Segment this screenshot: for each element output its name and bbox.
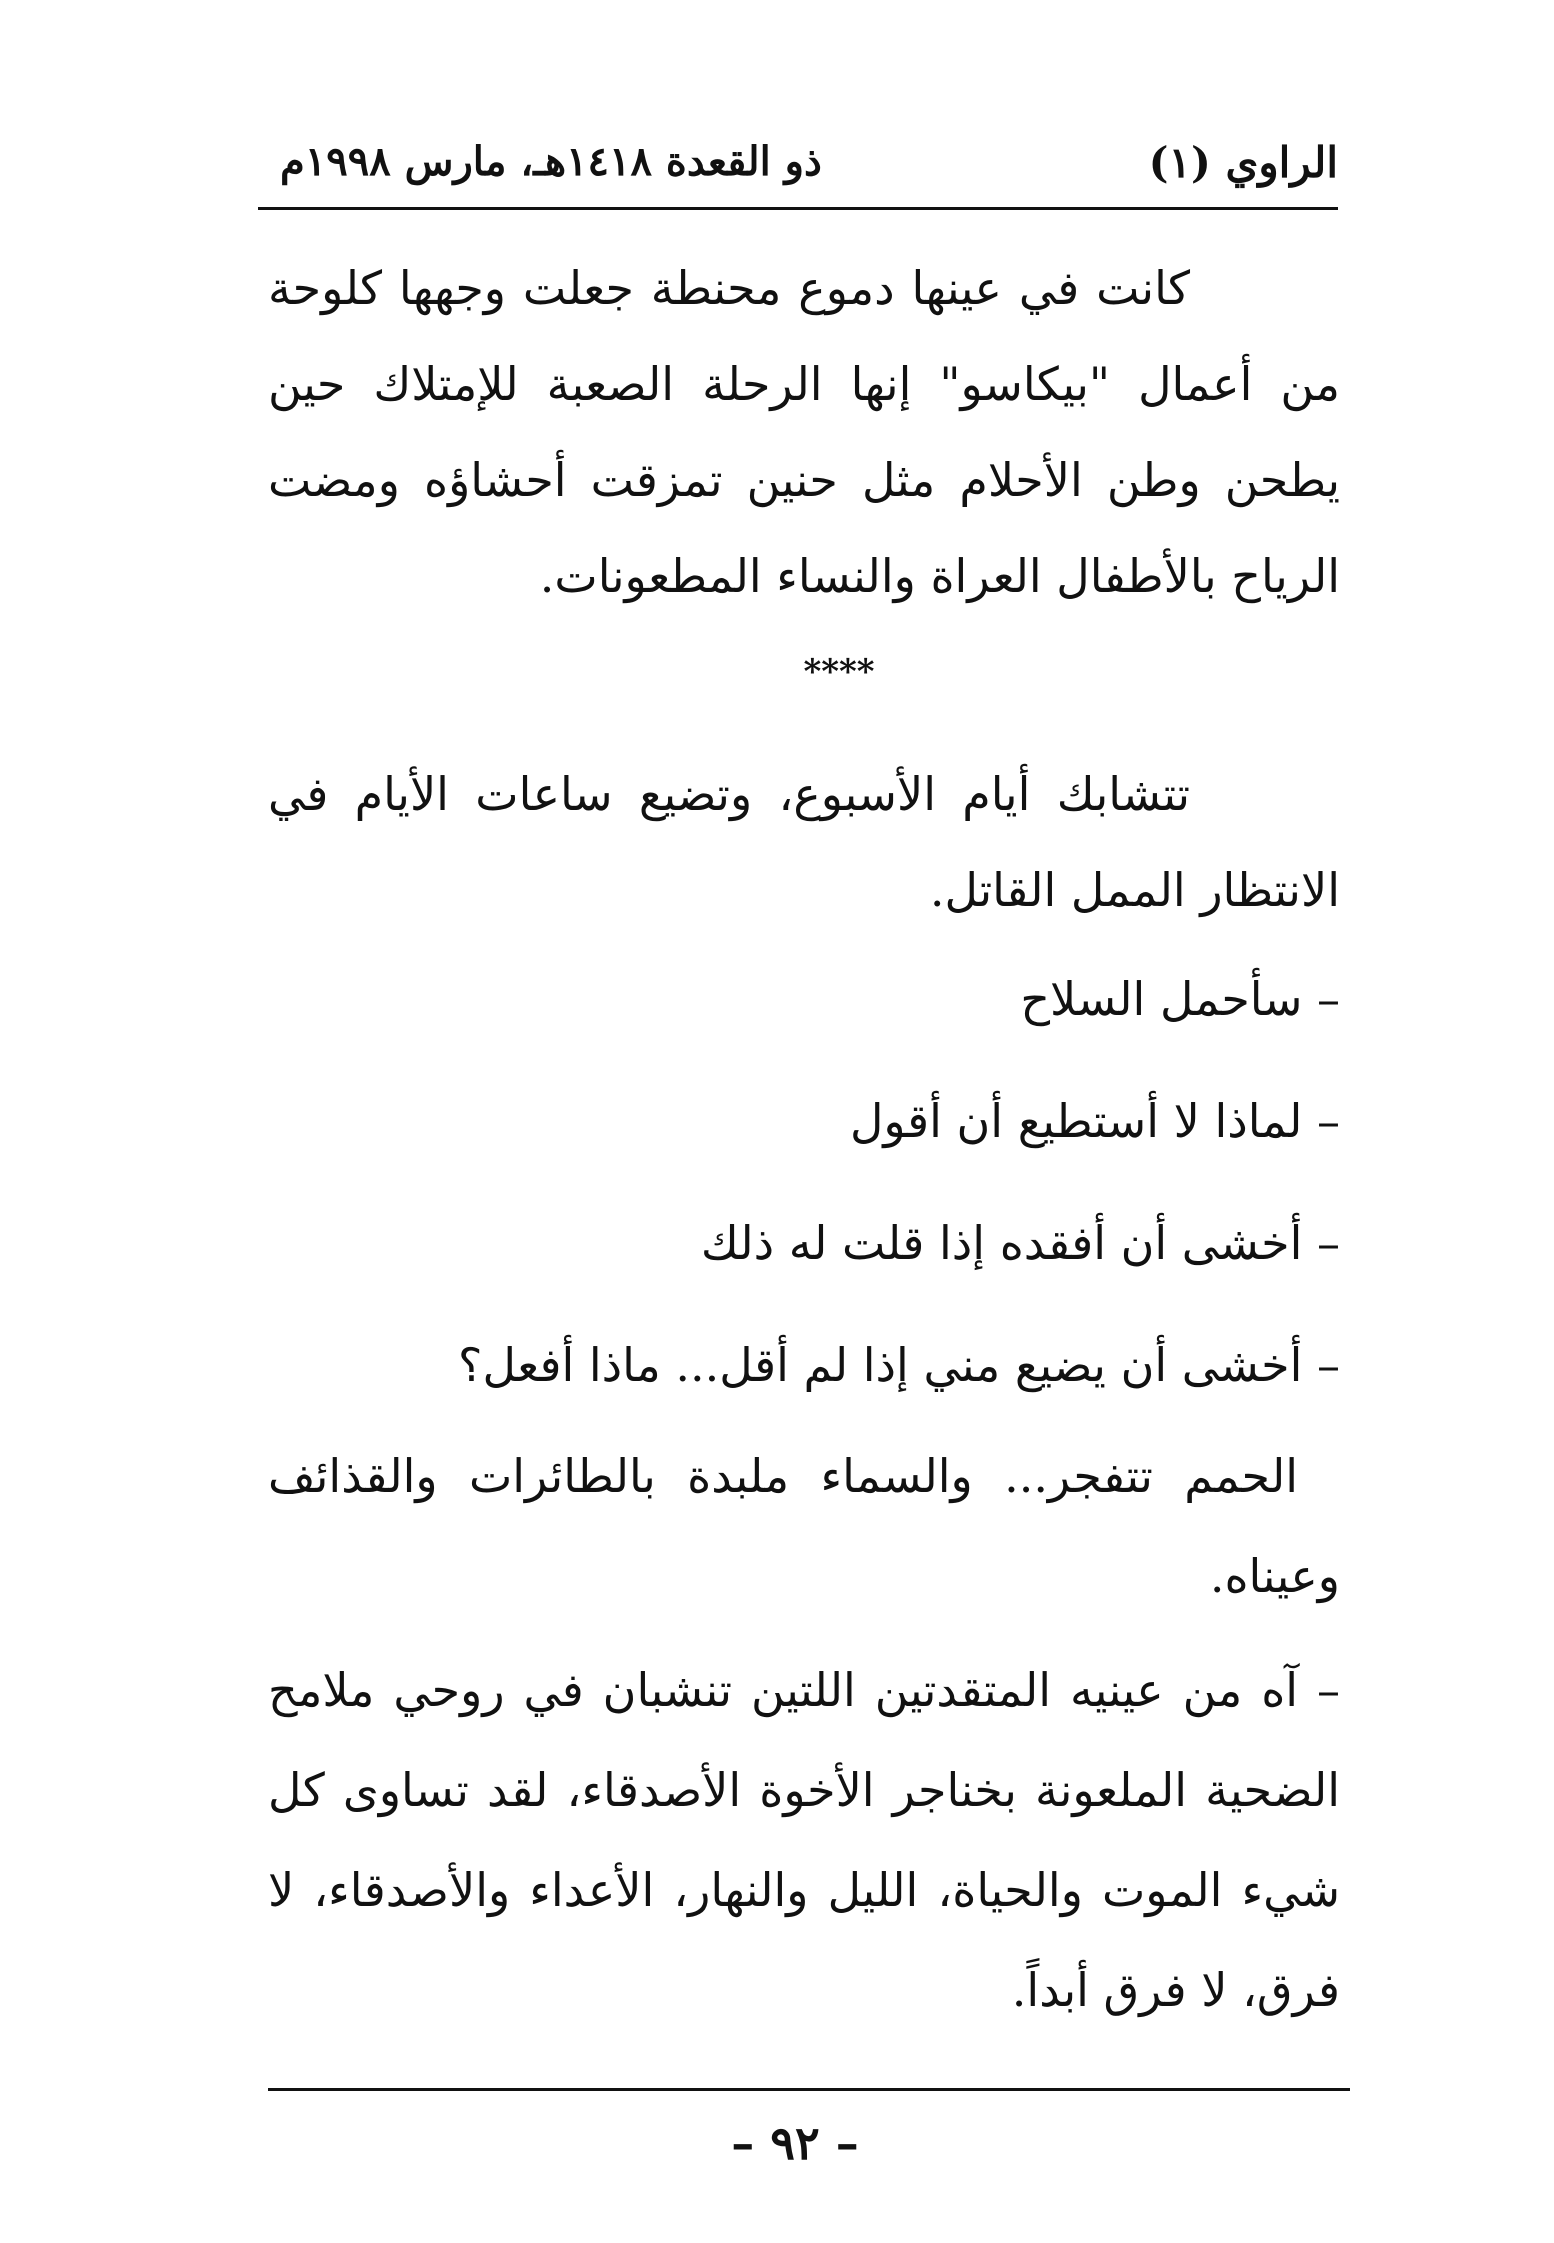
paragraph-tears: كانت في عينها دموع محنطة جعلت وجهها كلوحة من أعمال "بيكاسو" إنها الرحلة الصعبة للإمتلاك حين يطحن وطن الأحلام مثل حنين تمزقت أحشاؤه ومضت الرياح بالأطفال العراة والنساء المطعونات. bbox=[268, 261, 1340, 603]
dialogue-line-why: – لماذا لا أستطيع أن أقول bbox=[849, 1094, 1340, 1148]
header-rule bbox=[258, 207, 1338, 210]
dialogue-line-fear-not-say: – أخشى أن يضيع مني إذا لم أقل... ماذا أفعل؟ bbox=[458, 1338, 1340, 1392]
section-separator: **** bbox=[803, 652, 875, 692]
paragraph-eyes: – آه من عينيه المتقدتين اللتين تنشبان في روحي ملامح الضحية الملعونة بخناجر الأخوة الأصدقاء، لقد تساوى كل شيء الموت والحياة، الليل والنهار، الأعداء والأصدقاء، لا فرق، لا فرق أبداً. bbox=[268, 1663, 1340, 2017]
dialogue-line-fear-lose: – أخشى أن أفقده إذا قلت له ذلك bbox=[700, 1216, 1340, 1270]
paragraph-waiting: تتشابك أيام الأسبوع، وتضيع ساعات الأيام في الانتظار الممل القاتل. bbox=[268, 767, 1340, 917]
footer-rule bbox=[268, 2088, 1350, 2091]
dialogue-line-weapon: – سأحمل السلاح bbox=[1020, 972, 1340, 1026]
paragraph-lava: الحمم تتفجر... والسماء ملبدة بالطائرات والقذائف وعيناه. bbox=[268, 1449, 1340, 1603]
story-body bbox=[268, 240, 1340, 2040]
journal-title: الراوي (١) bbox=[1148, 138, 1338, 187]
page-number: – ٩٢ – bbox=[731, 2116, 859, 2170]
issue-date: ذو القعدة ١٤١٨هـ، مارس ١٩٩٨م bbox=[280, 138, 822, 185]
running-header bbox=[262, 138, 1338, 198]
